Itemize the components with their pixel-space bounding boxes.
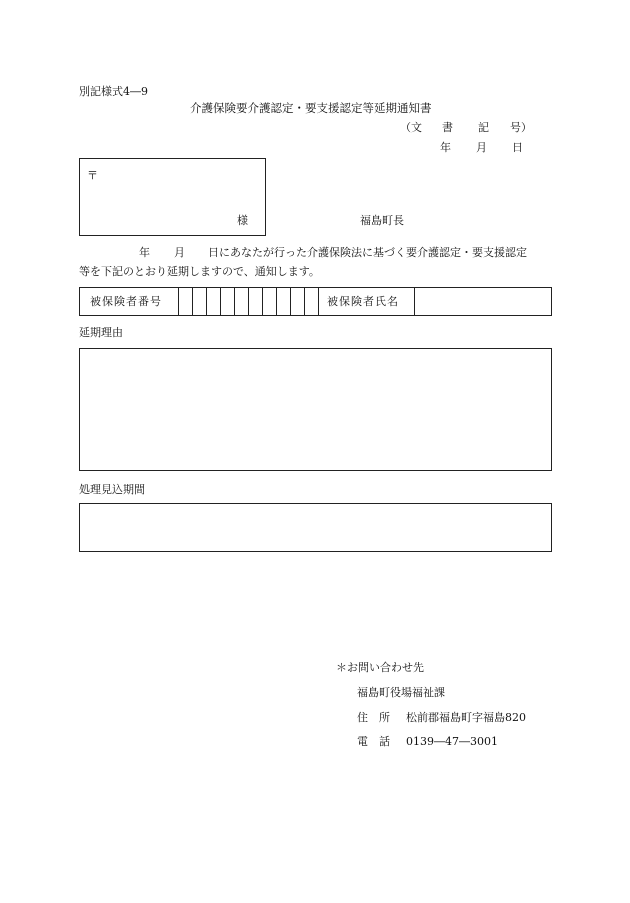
insured-number-digit-cell (262, 288, 276, 315)
insured-number-digit-cell (178, 288, 192, 315)
doc-number-char-1: 書 (442, 121, 453, 134)
document-number (400, 122, 530, 134)
issue-date-year: 年 (440, 141, 451, 154)
insured-number-digit-cell (206, 288, 220, 315)
insured-person-table (79, 287, 552, 316)
issue-date-month: 月 (476, 141, 487, 154)
body-month: 月 (174, 246, 185, 259)
insured-name-label: 被保険者氏名 (327, 295, 399, 308)
insured-number-digit-cell (248, 288, 262, 315)
form-number: 別記様式4―9 (79, 85, 148, 98)
insured-number-digit-cell (290, 288, 304, 315)
insured-number-digit-cell (276, 288, 290, 315)
contact-phone-label: 電 話 (357, 735, 390, 748)
body-rest: 日にあなたが行った介護保険法に基づく要介護認定・要支援認定 (208, 246, 527, 259)
contact-address-label: 住 所 (357, 711, 390, 724)
issue-date (440, 142, 530, 154)
body-line-2: 等を下記のとおり延期しますので、通知します。 (79, 265, 320, 278)
delay-reason-label: 延期理由 (79, 326, 123, 339)
insured-number-digit-cell (304, 288, 318, 315)
delay-reason-box (79, 348, 552, 471)
body-year: 年 (139, 246, 150, 259)
contact-phone-value: 0139―47―3001 (406, 735, 498, 748)
honorific: 様 (237, 214, 248, 227)
postal-mark: 〒 (87, 169, 98, 182)
doc-number-close: 号） (510, 121, 532, 134)
insured-number-digit-cell (192, 288, 206, 315)
insured-number-digit-cell (220, 288, 234, 315)
recipient-address-box (79, 158, 266, 236)
insured-name-value-cell (414, 288, 551, 315)
contact-department: 福島町役場福祉課 (357, 686, 445, 699)
insured-number-digit-cell (234, 288, 248, 315)
document-title: 介護保険要介護認定・要支援認定等延期通知書 (190, 101, 432, 115)
issue-date-day: 日 (512, 141, 523, 154)
processing-period-label: 処理見込期間 (79, 483, 145, 496)
doc-number-char-2: 記 (478, 121, 489, 134)
sender-name: 福島町長 (360, 214, 404, 227)
contact-address-value: 松前郡福島町字福島820 (406, 711, 526, 724)
doc-number-open: （文 (400, 121, 422, 134)
processing-period-box (79, 503, 552, 552)
contact-heading: ＊お問い合わせ先 (336, 661, 424, 674)
insured-number-label: 被保険者番号 (90, 295, 162, 308)
